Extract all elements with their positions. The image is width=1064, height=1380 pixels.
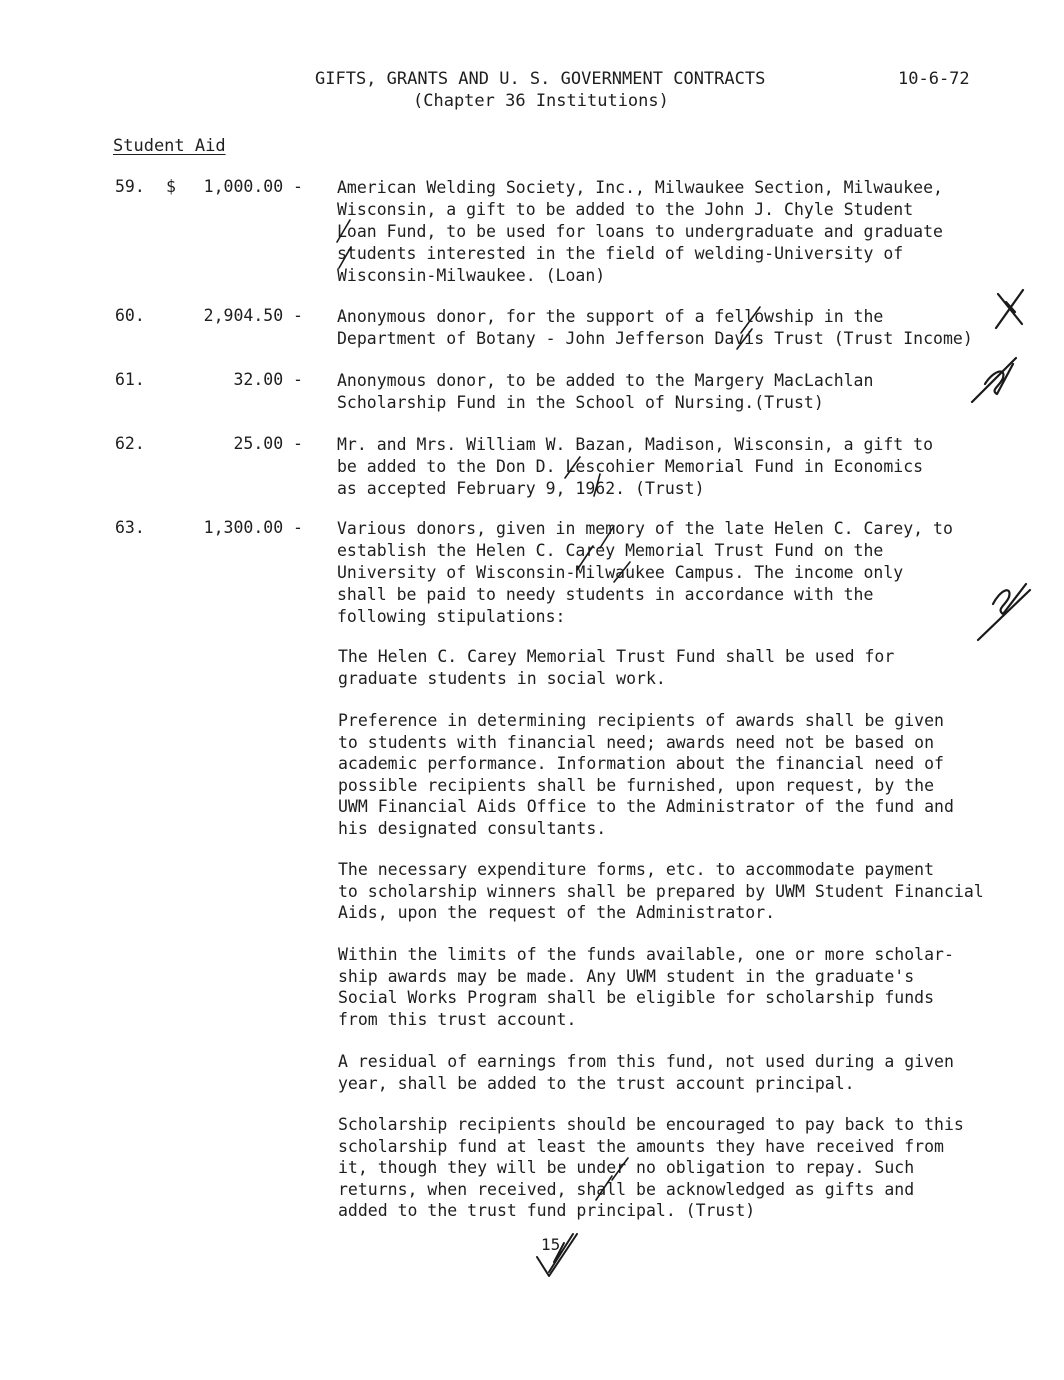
document-subtitle: (Chapter 36 Institutions) [413, 91, 669, 111]
entry-amount: 1,000.00 - [203, 177, 303, 196]
entry-number: 60. [115, 306, 145, 325]
stipulation-paragraph: A residual of earnings from this fund, not used during a given year, shall be added to the trust account principal. [338, 1052, 954, 1093]
entry-description: Anonymous donor, for the support of a fellowship in the Department of Botany - John Jefferson Davis Trust (Trust Income) [337, 307, 973, 348]
entry-amount: 25.00 - [233, 434, 303, 453]
document-date: 10-6-72 [898, 69, 970, 89]
page-number: 15 [541, 1235, 561, 1254]
entry-description: Various donors, given in memory of the late Helen C. Carey, to establish the Helen C. Carey Memorial Trust Fund on the University of Wisconsin-Milwaukee Campus. The income only shall be paid to needy students in accordance with the following stipulations: [337, 519, 953, 626]
entry-number: 59. [115, 177, 145, 196]
entry-amount: 1,300.00 - [203, 518, 303, 537]
entry-amount: 32.00 - [233, 370, 303, 389]
document-title: GIFTS, GRANTS AND U. S. GOVERNMENT CONTRACTS [315, 69, 766, 89]
entry-description: American Welding Society, Inc., Milwaukee Section, Milwaukee, Wisconsin, a gift to be added to the John J. Chyle Student Loan Fund, to be used for loans to undergraduate and graduate students interested in the field of welding-University of Wisconsin-Milwaukee. (Loan) [337, 178, 943, 285]
entry-amount: 2,904.50 - [203, 306, 303, 325]
dollar-sign: $ [166, 177, 176, 196]
entry-number: 63. [115, 518, 145, 537]
stipulation-paragraph: Preference in determining recipients of awards shall be given to students with financial need; awards need not be based on academic performance. Information about the financial need of possible recipients shall be furnished, upon request, by the UWM Financial Aids Office to the Administrator of the fund and his designated consultants. [338, 711, 954, 838]
entry-description: Mr. and Mrs. William W. Bazan, Madison, Wisconsin, a gift to be added to the Don D. Lescohier Memorial Fund in Economics as accepted February 9, 1962. (Trust) [337, 435, 934, 498]
entry-description: Anonymous donor, to be added to the Margery MacLachlan Scholarship Fund in the School of Nursing.(Trust) [337, 371, 874, 412]
stipulation-paragraph: The necessary expenditure forms, etc. to accommodate payment to scholarship winners shall be prepared by UWM Student Financial Aids, upon the request of the Administrator. [338, 860, 984, 922]
entry-number: 62. [115, 434, 145, 453]
stipulation-paragraph: Within the limits of the funds available, one or more scholar- ship awards may be made. Any UWM student in the graduate's Social Works Program shall be eligible for scholarship funds from this trust account. [338, 945, 954, 1029]
entry-number: 61. [115, 370, 145, 389]
stipulation-paragraph: Scholarship recipients should be encouraged to pay back to this scholarship fund at least the amounts they have received from it, though they will be under no obligation to repay. Such returns, when received, shall be acknowledged as gifts and added to the trust fund principal. (Trust) [338, 1115, 964, 1220]
section-heading: Student Aid [113, 136, 226, 156]
stipulation-paragraph: The Helen C. Carey Memorial Trust Fund shall be used for graduate students in social work. [338, 647, 895, 688]
